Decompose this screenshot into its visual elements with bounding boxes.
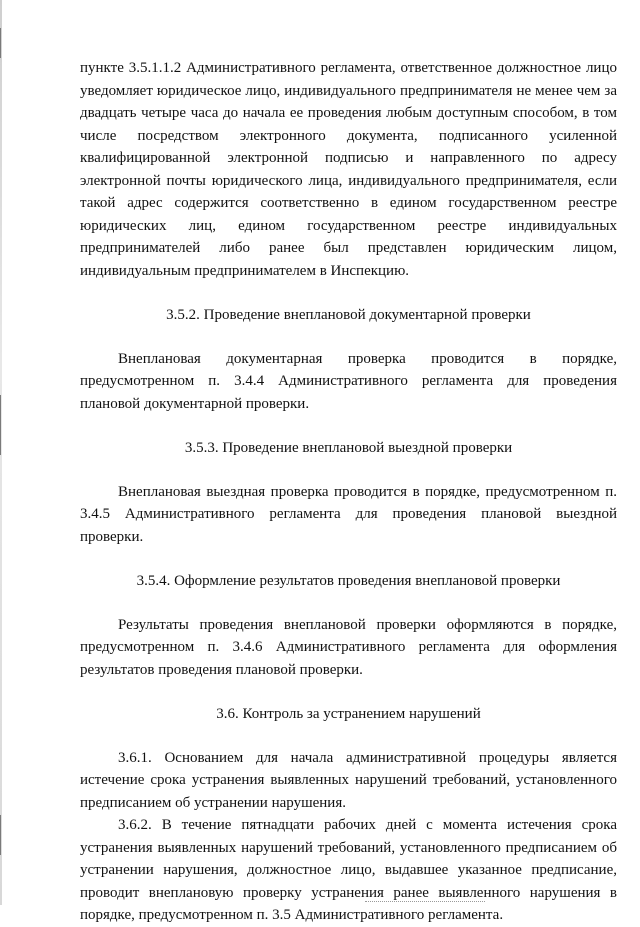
section-paragraph: 3.6.1. Основанием для начала административной процедуры является истечение срока устранения выявленных нарушений требований, установленного предписанием об устранении нарушения.	[80, 749, 617, 811]
scan-edge-mark	[0, 28, 1, 58]
document-page	[80, 57, 617, 927]
section-paragraph: Результаты проведения внеплановой проверки оформляются в порядке, предусмотренном п. 3.4.6 Административного регламента для оформления результатов проведения плановой проверки.	[80, 616, 617, 678]
scan-edge-mark	[0, 395, 1, 455]
section-paragraph: Внеплановая документарная проверка проводится в порядке, предусмотренном п. 3.4.4 Административного регламента для проведения плановой документарной проверки.	[80, 350, 617, 412]
section-heading-3-5-2: 3.5.2. Проведение внеплановой документарной проверки	[166, 307, 531, 323]
scan-edge-mark	[0, 815, 1, 855]
section-heading-3-6: 3.6. Контроль за устранением нарушений	[216, 706, 481, 722]
section-heading-3-5-4: 3.5.4. Оформление результатов проведения внеплановой проверки	[136, 573, 561, 589]
section-paragraph: 3.6.2. В течение пятнадцати рабочих дней с момента истечения срока устранения выявленных нарушений требований, установленного предписанием об устранении нарушения, должностное лицо, выдавшее указанное предписание, проводит внеплановую проверку устранения ранее выявленного нарушения в порядке, предусмотренном п. 3.5 Административного регламента.	[80, 817, 617, 923]
intro-paragraph: пункте 3.5.1.1.2 Административного регламента, ответственное должностное лицо уведомляет юридическое лицо, индивидуального предпринимателя не менее чем за двадцать четыре часа до начала ее проведения любым доступным способом, в том числе посредством электронного документа, подписанного усиленной квалифицированной электронной подписью и направленного по адресу электронной почты юридического лица, индивидуального предпринимателя, если такой адрес содержится соответственно в едином государственном реестре юридических лиц, едином государственном реестре индивидуальных предпринимателей либо ранее был представлен юридическим лицом, индивидуальным предпринимателем в Инспекцию.	[80, 60, 617, 279]
section-paragraph: Внеплановая выездная проверка проводится в порядке, предусмотренном п. 3.4.5 Административного регламента для проведения плановой выездной проверки.	[80, 483, 617, 545]
section-heading-3-5-3: 3.5.3. Проведение внеплановой выездной проверки	[184, 440, 513, 456]
scan-bottom-artifact	[365, 901, 485, 904]
